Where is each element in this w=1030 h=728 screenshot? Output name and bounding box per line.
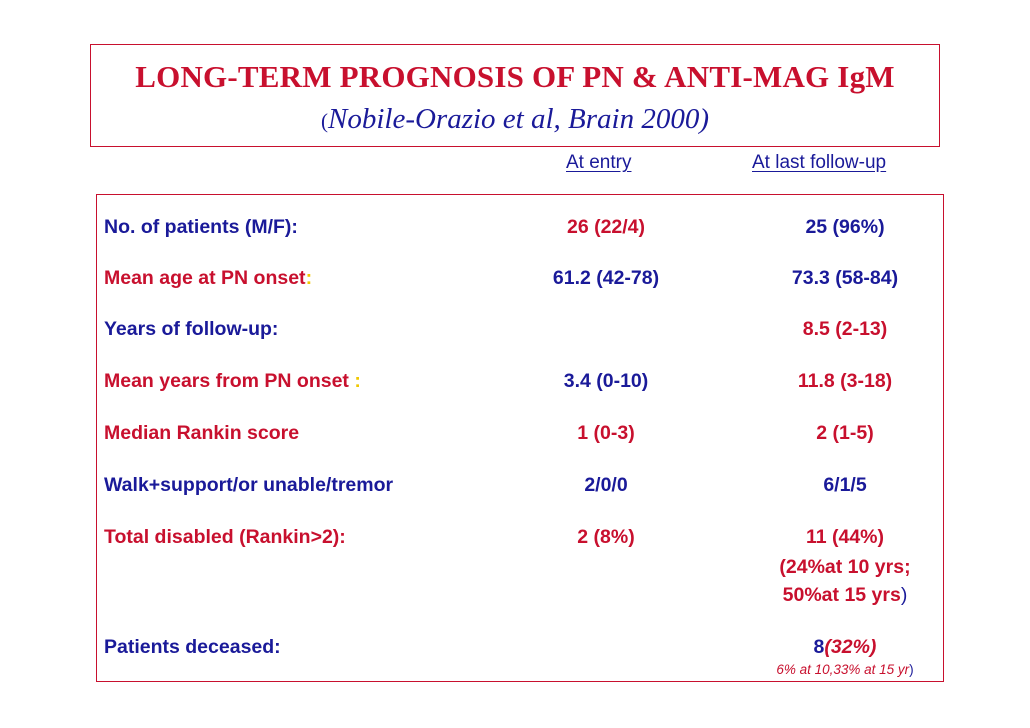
title-box	[90, 44, 940, 147]
row-label-walk-support: Walk+support/or unable/tremor	[104, 474, 394, 496]
row-label-mean-years-onset-text: Mean years from PN onset	[104, 370, 355, 392]
row-label-years-follow-up: Years of follow-up:	[104, 318, 279, 340]
row-label-mean-years-onset	[104, 370, 361, 393]
citation-open-paren: (	[320, 109, 328, 133]
cell-entry-total-disabled: 2 (8%)	[577, 526, 635, 548]
cell-last-deceased-count: 8	[813, 636, 825, 658]
cell-entry-walk-support: 2/0/0	[584, 474, 628, 496]
row-label-patients: No. of patients (M/F):	[104, 216, 298, 238]
row-label-mean-age	[104, 267, 312, 290]
cell-last-total-disabled-line2: (24%at 10 yrs;	[779, 556, 911, 578]
cell-entry-median-rankin: 1 (0-3)	[577, 422, 635, 444]
deceased-note	[745, 662, 945, 677]
cell-entry-mean-years-onset: 3.4 (0-10)	[563, 370, 649, 392]
column-header-last-follow-up: At last follow-up	[752, 152, 887, 173]
cell-last-patients: 25 (96%)	[805, 216, 885, 238]
cell-last-mean-age: 73.3 (58-84)	[791, 267, 899, 289]
row-label-total-disabled: Total disabled (Rankin>2):	[104, 526, 346, 548]
cell-last-median-rankin: 2 (1-5)	[816, 422, 874, 444]
column-header-at-entry: At entry	[566, 152, 632, 173]
cell-last-total-disabled-line1: 11 (44%)	[805, 526, 885, 548]
cell-last-total-disabled-line3	[745, 584, 945, 607]
cell-last-years-follow-up: 8.5 (2-13)	[802, 318, 888, 340]
row-label-patients-deceased: Patients deceased:	[104, 636, 281, 658]
row-label-mean-age-colon: :	[305, 267, 313, 289]
cell-last-walk-support: 6/1/5	[823, 474, 867, 496]
row-label-median-rankin: Median Rankin score	[104, 422, 300, 444]
cell-last-total-disabled-line3-paren: )	[900, 584, 908, 606]
deceased-note-text: 6% at 10,33% at 15 yr	[776, 662, 910, 677]
row-label-mean-years-onset-colon: :	[354, 370, 361, 392]
citation-text: Nobile-Orazio et al, Brain 2000)	[327, 103, 709, 135]
citation	[91, 103, 939, 136]
slide-title: LONG-TERM PROGNOSIS OF PN & ANTI-MAG IgM	[135, 59, 895, 94]
cell-last-patients-deceased	[745, 636, 945, 659]
cell-entry-mean-age: 61.2 (42-78)	[552, 267, 660, 289]
cell-last-total-disabled-line3-text: 50%at 15 yrs	[782, 584, 901, 606]
row-label-mean-age-text: Mean age at PN onset	[104, 267, 306, 289]
cell-last-mean-years-onset: 11.8 (3-18)	[797, 370, 893, 392]
cell-entry-patients: 26 (22/4)	[566, 216, 646, 238]
deceased-note-paren: )	[909, 662, 914, 677]
cell-last-deceased-percent: (32%)	[824, 636, 877, 658]
